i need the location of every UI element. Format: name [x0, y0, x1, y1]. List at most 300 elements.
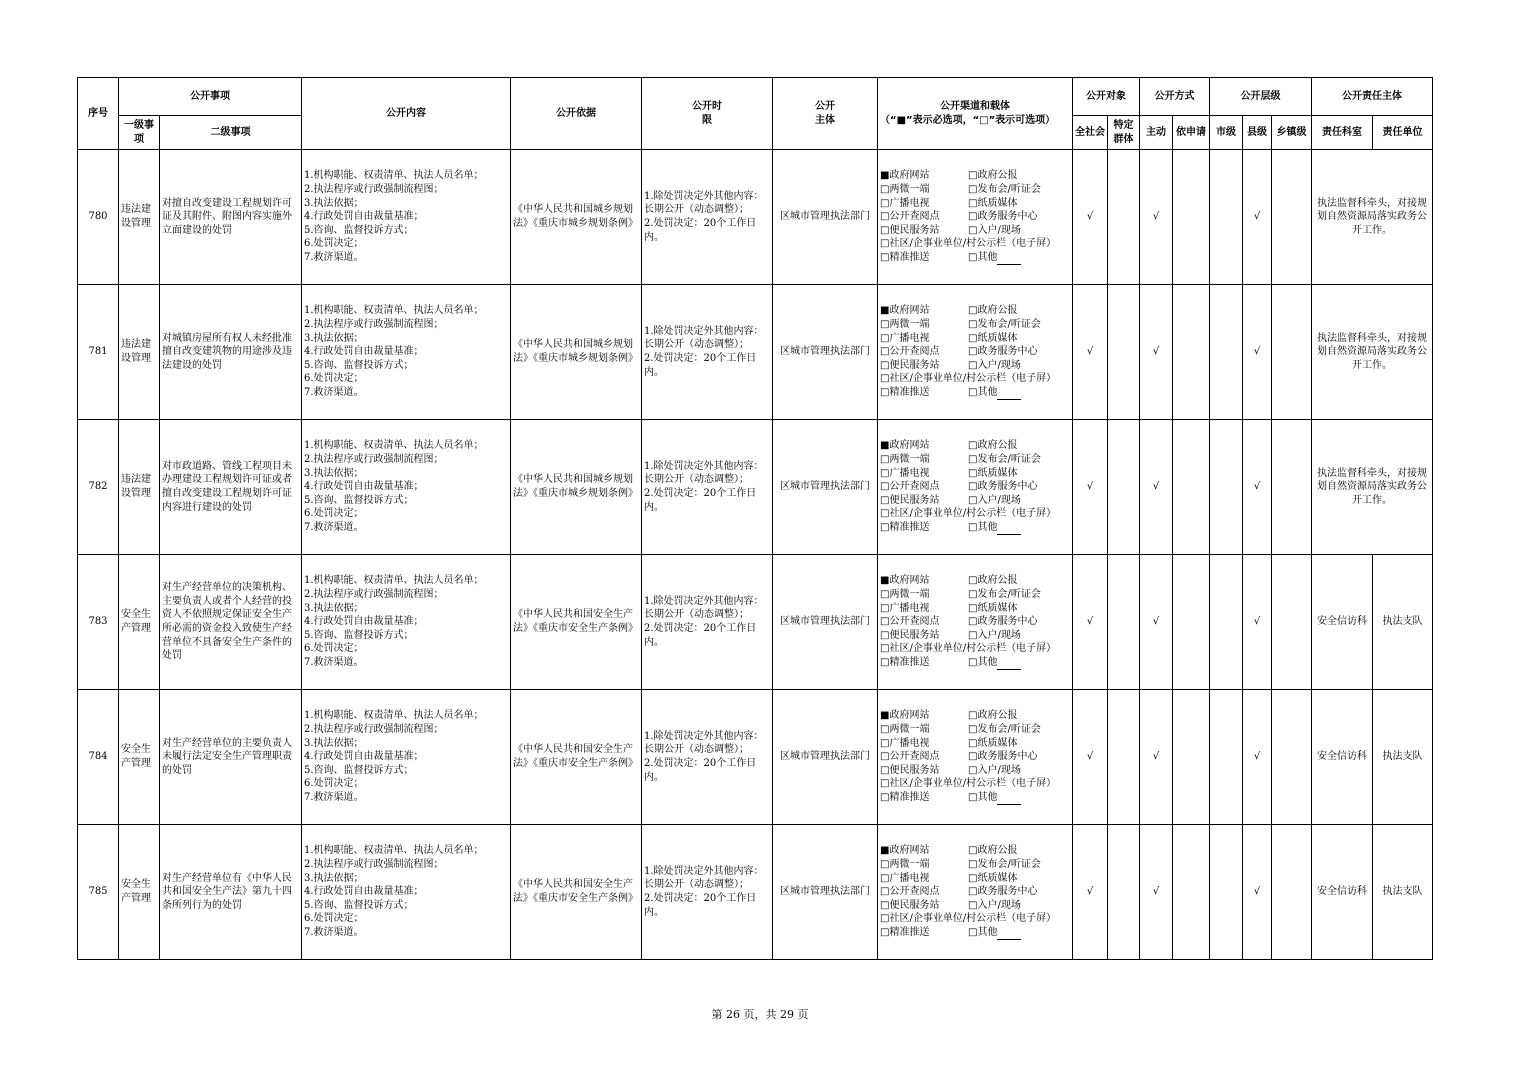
- channel-community: □社区/企事业单位/村公示栏（电子屏）: [880, 508, 1057, 520]
- channel-other-wrap: [968, 386, 1021, 400]
- channel-option: □公开查阅点: [880, 751, 940, 763]
- channel-line: [880, 750, 1070, 764]
- row-resp-office: 安全信访科: [1312, 555, 1373, 690]
- content-line: 2.执法程序或行政强制流程图；: [304, 454, 444, 466]
- channel-precise: □精准推送: [880, 926, 930, 938]
- channel-option: □广播电视: [880, 197, 930, 209]
- channel-community: □社区/企事业单位/村公示栏（电子屏）: [880, 913, 1057, 925]
- header-target-all: 全社会: [1073, 116, 1108, 150]
- row-content: [302, 690, 511, 825]
- row-channels: [878, 825, 1073, 960]
- content-line: 6.处罚决定；: [304, 508, 364, 520]
- content-line: 6.处罚决定；: [304, 778, 364, 790]
- channel-option: □纸质媒体: [968, 197, 1018, 209]
- row-level-town: [1272, 555, 1312, 690]
- row-seq: 783: [78, 555, 119, 690]
- header-subject-text: 公开主体: [815, 100, 835, 126]
- channel-line: [880, 885, 1070, 899]
- channel-line: [880, 467, 1070, 481]
- channel-option: □两微一端: [880, 724, 930, 736]
- header-resp: 公开责任主体: [1312, 78, 1433, 116]
- row-resp-unit: 执法支队: [1373, 690, 1433, 825]
- row-subject: 区城市管理执法部门: [773, 555, 878, 690]
- header-target-specific: 特定群体: [1108, 116, 1140, 150]
- row-subject: 区城市管理执法部门: [773, 420, 878, 555]
- content-line: 5.咨询、监督投诉方式；: [304, 899, 414, 911]
- content-line: 1.机构职能、权责清单、执法人员名单；: [304, 845, 484, 857]
- row-channels: [878, 420, 1073, 555]
- channel-line: [880, 899, 1070, 913]
- channel-option: ■政府网站: [880, 305, 930, 317]
- channel-line: [880, 386, 1070, 400]
- row-method-active: √: [1140, 150, 1173, 285]
- channel-option: □政务服务中心: [968, 346, 1038, 358]
- header-level-town: 乡镇级: [1272, 116, 1312, 150]
- channel-option: □发布会/听证会: [968, 589, 1041, 601]
- channel-option: □公开查阅点: [880, 616, 940, 628]
- content-line: 4.行政处罚自由裁量基准；: [304, 346, 424, 358]
- row-subject: 区城市管理执法部门: [773, 825, 878, 960]
- blank-underline: [997, 254, 1021, 265]
- content-line: 2.执法程序或行政强制流程图；: [304, 319, 444, 331]
- content-line: 1.机构职能、权责清单、执法人员名单；: [304, 710, 484, 722]
- row-level2: 对城镇房屋所有权人未经批准擅自改变建筑物的用途涉及违法建设的处罚: [160, 285, 302, 420]
- content-line: 3.执法依据；: [304, 602, 364, 614]
- row-content: [302, 285, 511, 420]
- content-line: 5.咨询、监督投诉方式；: [304, 629, 414, 641]
- content-line: 1.机构职能、权责清单、执法人员名单；: [304, 170, 484, 182]
- channel-option: □纸质媒体: [968, 737, 1018, 749]
- channel-option: □公开查阅点: [880, 211, 940, 223]
- header-level-county: 县级: [1243, 116, 1272, 150]
- content-line: 3.执法依据；: [304, 197, 364, 209]
- channel-line: [880, 656, 1070, 670]
- channel-option: ■政府网站: [880, 440, 930, 452]
- channel-option: □便民服务站: [880, 359, 940, 371]
- channel-option: □纸质媒体: [968, 602, 1018, 614]
- channel-option: □入户/现场: [968, 494, 1021, 506]
- row-target-specific: [1108, 825, 1140, 960]
- blank-underline: [997, 389, 1021, 400]
- row-resp-merged: 执法监督科牵头，对接规划自然资源局落实政务公开工作。: [1312, 150, 1433, 285]
- row-method-apply: [1173, 150, 1210, 285]
- channel-option: □发布会/听证会: [968, 454, 1041, 466]
- channel-line: [880, 494, 1070, 508]
- row-basis: 《中华人民共和国城乡规划法》《重庆市城乡规划条例》: [511, 285, 642, 420]
- header-level2: 二级事项: [160, 116, 302, 150]
- row-level1: 违法建设管理: [119, 150, 160, 285]
- blank-underline: [997, 929, 1021, 940]
- row-level-city: [1210, 555, 1243, 690]
- channel-option: □发布会/听证会: [968, 859, 1041, 871]
- channel-option: □政务服务中心: [968, 481, 1038, 493]
- channel-precise: □精准推送: [880, 656, 930, 668]
- channel-line: [880, 304, 1070, 318]
- channel-option: □广播电视: [880, 602, 930, 614]
- channel-option: □政务服务中心: [968, 886, 1038, 898]
- row-basis: 《中华人民共和国安全生产法》《重庆市安全生产条例》: [511, 825, 642, 960]
- channel-line: [880, 764, 1070, 778]
- channel-option: □政府公报: [968, 845, 1018, 857]
- row-basis: 《中华人民共和国安全生产法》《重庆市安全生产条例》: [511, 690, 642, 825]
- channel-option: □两微一端: [880, 454, 930, 466]
- row-level-county: √: [1243, 150, 1272, 285]
- page-footer: 第 26 页，共 29 页: [711, 1008, 809, 1021]
- channel-precise: □精准推送: [880, 251, 930, 263]
- row-level-town: [1272, 690, 1312, 825]
- channel-community: □社区/企事业单位/村公示栏（电子屏）: [880, 643, 1057, 655]
- row-level-city: [1210, 420, 1243, 555]
- channel-option: □便民服务站: [880, 224, 940, 236]
- content-line: 4.行政处罚自由裁量基准；: [304, 211, 424, 223]
- row-level-town: [1272, 285, 1312, 420]
- channel-option: □便民服务站: [880, 899, 940, 911]
- content-line: 7.救济渠道。: [304, 521, 364, 533]
- header-channel-note: （“■”表示必选项，“□”表示可选项）: [880, 114, 1056, 126]
- channel-option: □便民服务站: [880, 764, 940, 776]
- header-method-apply: 依申请: [1173, 116, 1210, 150]
- channel-option: ■政府网站: [880, 710, 930, 722]
- channel-line: [880, 480, 1070, 494]
- channel-line: [880, 197, 1070, 211]
- channel-other: □其他: [968, 791, 998, 803]
- row-level-town: [1272, 420, 1312, 555]
- channel-option: □入户/现场: [968, 899, 1021, 911]
- header-method-active: 主动: [1140, 116, 1173, 150]
- channel-option: □公开查阅点: [880, 886, 940, 898]
- content-line: 6.处罚决定；: [304, 643, 364, 655]
- row-level1: 安全生产管理: [119, 555, 160, 690]
- row-level-county: √: [1243, 690, 1272, 825]
- channel-option: □政府公报: [968, 305, 1018, 317]
- row-resp-merged: 执法监督科牵头，对接规划自然资源局落实政务公开工作。: [1312, 420, 1433, 555]
- channel-line: [880, 359, 1070, 373]
- row-level-town: [1272, 825, 1312, 960]
- channel-line: [880, 574, 1070, 588]
- channel-line: [880, 926, 1070, 940]
- channel-line: [880, 872, 1070, 886]
- header-level: 公开层级: [1210, 78, 1312, 116]
- channel-precise: □精准推送: [880, 521, 930, 533]
- content-line: 7.救济渠道。: [304, 386, 364, 398]
- channel-line: [880, 224, 1070, 238]
- channel-option: □两微一端: [880, 184, 930, 196]
- header-item: 公开事项: [119, 78, 302, 116]
- row-target-all: √: [1073, 555, 1108, 690]
- channel-line: [880, 723, 1070, 737]
- content-line: 3.执法依据；: [304, 332, 364, 344]
- row-method-apply: [1173, 555, 1210, 690]
- row-seq: 781: [78, 285, 119, 420]
- content-line: 7.救济渠道。: [304, 251, 364, 263]
- row-level-city: [1210, 150, 1243, 285]
- row-method-active: √: [1140, 825, 1173, 960]
- channel-other-wrap: [968, 791, 1021, 805]
- content-line: 1.机构职能、权责清单、执法人员名单；: [304, 575, 484, 587]
- content-line: 5.咨询、监督投诉方式；: [304, 224, 414, 236]
- channel-line: [880, 439, 1070, 453]
- channel-line: [880, 629, 1070, 643]
- row-channels: [878, 690, 1073, 825]
- content-line: 4.行政处罚自由裁量基准；: [304, 481, 424, 493]
- row-resp-unit: 执法支队: [1373, 555, 1433, 690]
- row-target-specific: [1108, 555, 1140, 690]
- row-content: [302, 150, 511, 285]
- row-level2: 对市政道路、管线工程项目未办理建设工程规划许可证或者擅自改变建设工程规划许可证内容进行建设的处罚: [160, 420, 302, 555]
- row-target-specific: [1108, 690, 1140, 825]
- channel-option: □公开查阅点: [880, 346, 940, 358]
- row-seq: 782: [78, 420, 119, 555]
- channel-option: □政府公报: [968, 710, 1018, 722]
- row-time-limit: 1.除处罚决定外其他内容：长期公开（动态调整）； 2.处罚决定：20个工作日内。: [642, 825, 773, 960]
- channel-option: □广播电视: [880, 737, 930, 749]
- content-line: 5.咨询、监督投诉方式；: [304, 764, 414, 776]
- row-seq: 784: [78, 690, 119, 825]
- blank-underline: [997, 794, 1021, 805]
- channel-line: [880, 183, 1070, 197]
- channel-option: □发布会/听证会: [968, 724, 1041, 736]
- content-line: 2.执法程序或行政强制流程图；: [304, 184, 444, 196]
- channel-line: [880, 602, 1070, 616]
- channel-community: □社区/企事业单位/村公示栏（电子屏）: [880, 373, 1057, 385]
- channel-line: [880, 844, 1070, 858]
- channel-option: □两微一端: [880, 319, 930, 331]
- content-line: 5.咨询、监督投诉方式；: [304, 359, 414, 371]
- table-body: [78, 150, 1433, 960]
- channel-option: □两微一端: [880, 589, 930, 601]
- row-level1: 违法建设管理: [119, 285, 160, 420]
- blank-underline: [997, 659, 1021, 670]
- row-method-active: √: [1140, 555, 1173, 690]
- row-method-apply: [1173, 825, 1210, 960]
- row-method-active: √: [1140, 690, 1173, 825]
- channel-option: □发布会/听证会: [968, 184, 1041, 196]
- channel-line: [880, 737, 1070, 751]
- channel-option: □两微一端: [880, 859, 930, 871]
- row-resp-office: 安全信访科: [1312, 825, 1373, 960]
- table-row: [78, 825, 1433, 960]
- channel-option: ■政府网站: [880, 170, 930, 182]
- row-target-all: √: [1073, 420, 1108, 555]
- content-line: 3.执法依据；: [304, 737, 364, 749]
- channel-line: [880, 521, 1070, 535]
- channel-community: □社区/企事业单位/村公示栏（电子屏）: [880, 238, 1057, 250]
- header-time-limit-text: 公开时限: [692, 100, 722, 126]
- row-seq: 785: [78, 825, 119, 960]
- content-line: 6.处罚决定；: [304, 373, 364, 385]
- row-basis: 《中华人民共和国城乡规划法》《重庆市城乡规划条例》: [511, 420, 642, 555]
- row-target-specific: [1108, 285, 1140, 420]
- header-channel-title: 公开渠道和载体: [940, 100, 1010, 112]
- header-resp-unit: 责任单位: [1373, 116, 1433, 150]
- channel-line: [880, 453, 1070, 467]
- content-line: 5.咨询、监督投诉方式；: [304, 494, 414, 506]
- channel-option: □政务服务中心: [968, 211, 1038, 223]
- header-channel: [878, 78, 1073, 150]
- header-method: 公开方式: [1140, 78, 1210, 116]
- row-method-apply: [1173, 285, 1210, 420]
- content-line: 2.执法程序或行政强制流程图；: [304, 724, 444, 736]
- row-level-county: √: [1243, 285, 1272, 420]
- content-line: 7.救济渠道。: [304, 791, 364, 803]
- content-line: 4.行政处罚自由裁量基准；: [304, 751, 424, 763]
- row-method-apply: [1173, 690, 1210, 825]
- row-content: [302, 555, 511, 690]
- channel-other-wrap: [968, 251, 1021, 265]
- content-line: 1.机构职能、权责清单、执法人员名单；: [304, 305, 484, 317]
- row-level2: 对擅自改变建设工程规划许可证及其附件、附图内容实施外立面建设的处罚: [160, 150, 302, 285]
- header-seq: 序号: [78, 78, 119, 150]
- row-level-county: √: [1243, 555, 1272, 690]
- channel-option: □纸质媒体: [968, 872, 1018, 884]
- row-method-active: √: [1140, 285, 1173, 420]
- table-row: [78, 285, 1433, 420]
- row-target-specific: [1108, 420, 1140, 555]
- channel-other-wrap: [968, 656, 1021, 670]
- table-row: [78, 555, 1433, 690]
- channel-option: □入户/现场: [968, 629, 1021, 641]
- disclosure-table: [77, 77, 1433, 960]
- table-row: [78, 690, 1433, 825]
- row-level-city: [1210, 825, 1243, 960]
- row-method-active: √: [1140, 420, 1173, 555]
- header-subject: [773, 78, 878, 150]
- header-content: 公开内容: [302, 78, 511, 150]
- header-resp-office: 责任科室: [1312, 116, 1373, 150]
- channel-option: □发布会/听证会: [968, 319, 1041, 331]
- channel-other-wrap: [968, 926, 1021, 940]
- channel-option: □纸质媒体: [968, 467, 1018, 479]
- content-line: 2.执法程序或行政强制流程图；: [304, 859, 444, 871]
- channel-other-wrap: [968, 521, 1021, 535]
- channel-line: [880, 318, 1070, 332]
- channel-other: □其他: [968, 656, 998, 668]
- row-channels: [878, 150, 1073, 285]
- row-level2: 对生产经营单位的主要负责人未履行法定安全生产管理职责的处罚: [160, 690, 302, 825]
- row-target-all: √: [1073, 150, 1108, 285]
- row-resp-office: 安全信访科: [1312, 690, 1373, 825]
- row-subject: 区城市管理执法部门: [773, 285, 878, 420]
- row-level-town: [1272, 150, 1312, 285]
- row-target-all: √: [1073, 690, 1108, 825]
- row-time-limit: 1.除处罚决定外其他内容：长期公开（动态调整）； 2.处罚决定：20个工作日内。: [642, 555, 773, 690]
- channel-option: □入户/现场: [968, 764, 1021, 776]
- row-subject: 区城市管理执法部门: [773, 690, 878, 825]
- content-line: 4.行政处罚自由裁量基准；: [304, 616, 424, 628]
- row-time-limit: 1.除处罚决定外其他内容：长期公开（动态调整）； 2.处罚决定：20个工作日内。: [642, 420, 773, 555]
- row-time-limit: 1.除处罚决定外其他内容：长期公开（动态调整）； 2.处罚决定：20个工作日内。: [642, 285, 773, 420]
- row-channels: [878, 555, 1073, 690]
- channel-line: [880, 251, 1070, 265]
- header-basis: 公开依据: [511, 78, 642, 150]
- channel-option: □政府公报: [968, 170, 1018, 182]
- channel-precise: □精准推送: [880, 791, 930, 803]
- channel-option: □便民服务站: [880, 494, 940, 506]
- channel-line: [880, 858, 1070, 872]
- header-level-city: 市级: [1210, 116, 1243, 150]
- row-resp-merged: 执法监督科牵头，对接规划自然资源局落实政务公开工作。: [1312, 285, 1433, 420]
- channel-option: □政府公报: [968, 440, 1018, 452]
- channel-line: [880, 210, 1070, 224]
- channel-community: □社区/企事业单位/村公示栏（电子屏）: [880, 778, 1057, 790]
- channel-precise: □精准推送: [880, 386, 930, 398]
- channel-other: □其他: [968, 521, 998, 533]
- channel-option: □便民服务站: [880, 629, 940, 641]
- row-level1: 安全生产管理: [119, 825, 160, 960]
- channel-other: □其他: [968, 251, 998, 263]
- channel-option: ■政府网站: [880, 845, 930, 857]
- row-time-limit: 1.除处罚决定外其他内容：长期公开（动态调整）； 2.处罚决定：20个工作日内。: [642, 690, 773, 825]
- content-line: 2.执法程序或行政强制流程图；: [304, 589, 444, 601]
- row-level1: 违法建设管理: [119, 420, 160, 555]
- row-level-county: √: [1243, 825, 1272, 960]
- header-level1: 一级事项: [119, 116, 160, 150]
- row-level-city: [1210, 285, 1243, 420]
- content-line: 3.执法依据；: [304, 467, 364, 479]
- row-target-specific: [1108, 150, 1140, 285]
- table-row: [78, 150, 1433, 285]
- channel-other: □其他: [968, 926, 998, 938]
- row-resp-unit: 执法支队: [1373, 825, 1433, 960]
- row-content: [302, 825, 511, 960]
- channel-other: □其他: [968, 386, 998, 398]
- channel-line: [880, 709, 1070, 723]
- row-target-all: √: [1073, 825, 1108, 960]
- channel-option: □纸质媒体: [968, 332, 1018, 344]
- content-line: 7.救济渠道。: [304, 926, 364, 938]
- content-line: 3.执法依据；: [304, 872, 364, 884]
- row-seq: 780: [78, 150, 119, 285]
- row-method-apply: [1173, 420, 1210, 555]
- row-basis: 《中华人民共和国安全生产法》《重庆市安全生产条例》: [511, 555, 642, 690]
- row-subject: 区城市管理执法部门: [773, 150, 878, 285]
- header-time-limit: [642, 78, 773, 150]
- channel-option: □政府公报: [968, 575, 1018, 587]
- table-row: [78, 420, 1433, 555]
- channel-line: [880, 588, 1070, 602]
- row-content: [302, 420, 511, 555]
- row-level-city: [1210, 690, 1243, 825]
- row-level2: 对生产经营单位有《中华人民共和国安全生产法》第九十四条所列行为的处罚: [160, 825, 302, 960]
- content-line: 6.处罚决定；: [304, 238, 364, 250]
- row-target-all: √: [1073, 285, 1108, 420]
- row-level-county: √: [1243, 420, 1272, 555]
- channel-line: [880, 791, 1070, 805]
- channel-option: □入户/现场: [968, 224, 1021, 236]
- channel-option: ■政府网站: [880, 575, 930, 587]
- channel-option: □广播电视: [880, 467, 930, 479]
- channel-line: [880, 345, 1070, 359]
- channel-option: □入户/现场: [968, 359, 1021, 371]
- row-level1: 安全生产管理: [119, 690, 160, 825]
- row-time-limit: 1.除处罚决定外其他内容：长期公开（动态调整）； 2.处罚决定：20个工作日内。: [642, 150, 773, 285]
- blank-underline: [997, 524, 1021, 535]
- channel-option: □广播电视: [880, 872, 930, 884]
- content-line: 6.处罚决定；: [304, 913, 364, 925]
- channel-line: [880, 615, 1070, 629]
- channel-line: [880, 169, 1070, 183]
- content-line: 4.行政处罚自由裁量基准；: [304, 886, 424, 898]
- row-level2: 对生产经营单位的决策机构、主要负责人或者个人经营的投资人不依照规定保证安全生产所必需的资金投入致使生产经营单位不具备安全生产条件的处罚: [160, 555, 302, 690]
- channel-line: [880, 332, 1070, 346]
- content-line: 7.救济渠道。: [304, 656, 364, 668]
- channel-option: □政务服务中心: [968, 751, 1038, 763]
- row-channels: [878, 285, 1073, 420]
- channel-option: □政务服务中心: [968, 616, 1038, 628]
- channel-option: □广播电视: [880, 332, 930, 344]
- channel-option: □公开查阅点: [880, 481, 940, 493]
- row-basis: 《中华人民共和国城乡规划法》《重庆市城乡规划条例》: [511, 150, 642, 285]
